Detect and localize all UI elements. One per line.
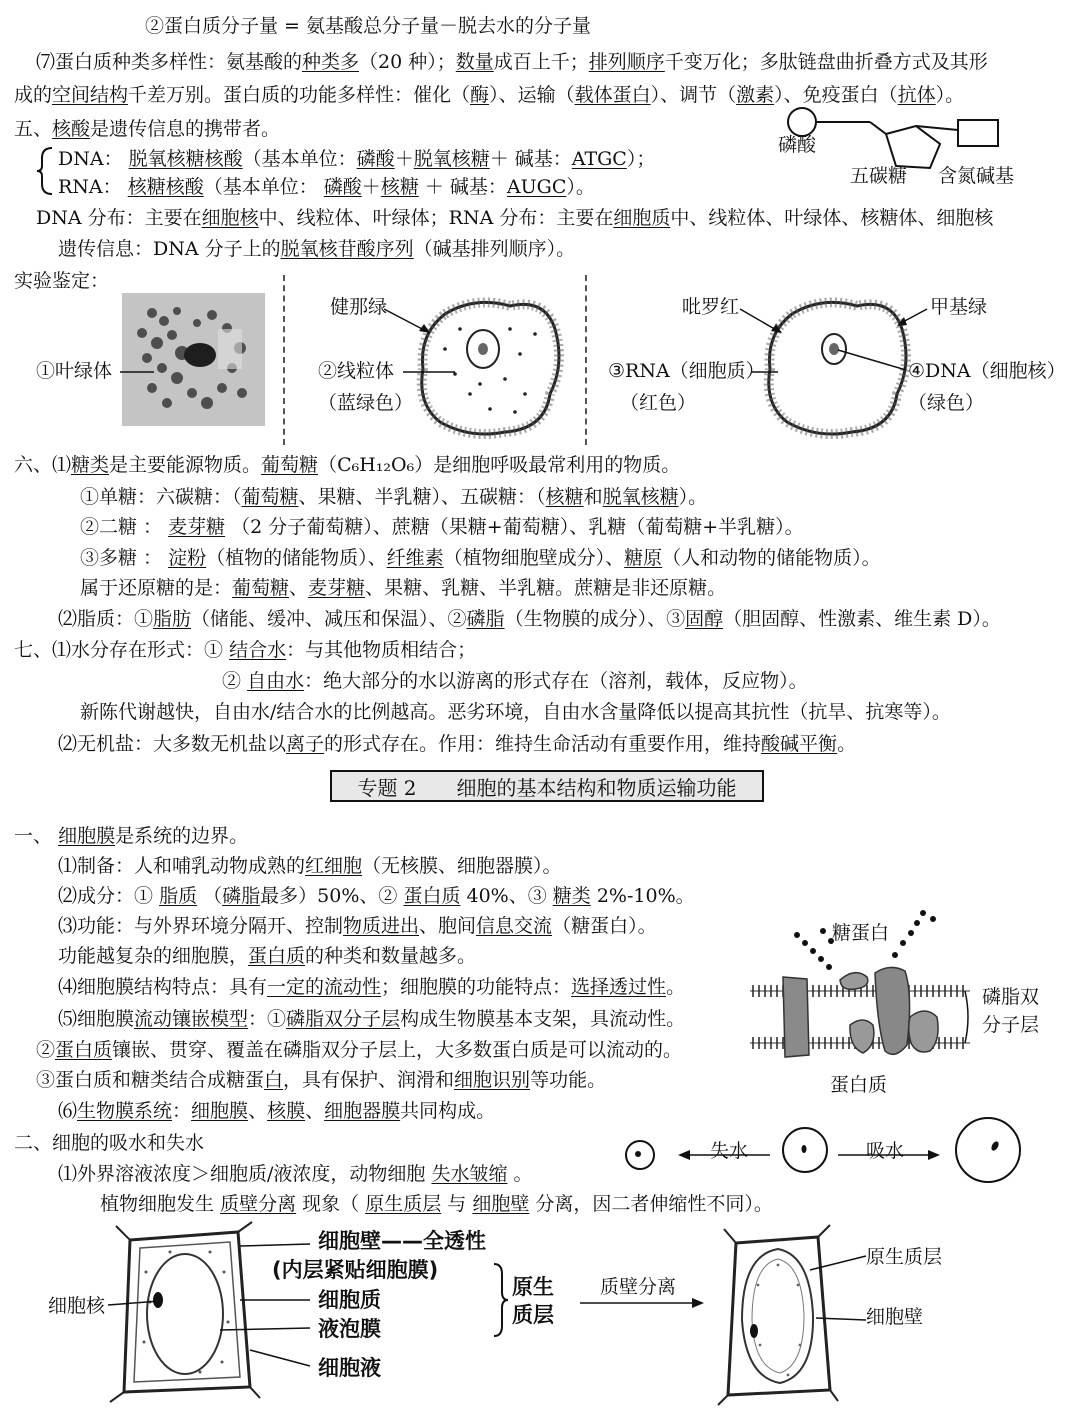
- membrane-function: ⑶功能：与外界环境分隔开、控制物质进出、胞间信息交流（糖蛋白）。: [58, 915, 657, 937]
- janus-green-label: 健那绿: [330, 296, 388, 318]
- plasmolyzed-pointers: [810, 1252, 870, 1332]
- right-protoplast-label: 原生质层: [866, 1246, 943, 1268]
- plant-nucleus-label: 细胞核: [48, 1295, 106, 1317]
- sugar-line-1: 六、⑴糖类是主要能源物质。葡萄糖（C₆H₁₂O₆）是细胞呼吸最常利用的物质。: [14, 454, 681, 476]
- chloroplast-photo: [122, 293, 265, 426]
- water-line-2: ② 自由水：绝大部分的水以游离的形式存在（溶剂，载体，反应物）。: [222, 670, 808, 692]
- animal-cell-water-diagram: [620, 1120, 1040, 1180]
- chloroplast-label: ①叶绿体: [36, 360, 113, 382]
- pyronin-arrow: [740, 309, 790, 339]
- protoplast-label-2: 质层: [512, 1303, 554, 1327]
- plant-cell-pointers: [200, 1230, 325, 1370]
- chloroplast-pointer: [120, 372, 160, 382]
- pentose-label: 五碳糖: [850, 165, 908, 187]
- osmosis-title: 二、细胞的吸水和失水: [14, 1132, 205, 1154]
- methyl-arrow: [895, 309, 935, 339]
- right-cell-wall-label: 细胞壁: [866, 1306, 924, 1328]
- plasmolysis-label: 质壁分离: [600, 1276, 677, 1298]
- plant-nucleus-pointer: [108, 1301, 168, 1311]
- salt-line: ⑵无机盐：大多数无机盐以离子的形式存在。作用：维持生命活动有重要作用，维持酸碱平衡。: [58, 733, 857, 755]
- divider-2: [585, 275, 587, 445]
- inner-membrane-label: (内层紧贴细胞膜): [272, 1258, 439, 1282]
- osmosis-line-2: 植物细胞发生 质壁分离 现象（ 原生质层 与 细胞壁 分离，因二者伸缩性不同）。: [100, 1193, 773, 1215]
- absorb-water-label: 吸水: [866, 1140, 905, 1162]
- plasmolysis-arrow: [580, 1296, 710, 1310]
- lose-water-label: 失水: [710, 1140, 749, 1162]
- sugar-line-2: ①单糖：六碳糖：（葡萄糖、果糖、半乳糖）、五碳糖：（核糖和脱氧核糖）。: [80, 486, 708, 508]
- water-line-1: 七、⑴水分存在形式：① 结合水：与其他物质相结合；: [14, 639, 477, 661]
- membrane-model: ⑸细胞膜流动镶嵌模型：①磷脂双分子层构成生物膜基本支架，具流动性。: [58, 1008, 686, 1030]
- mito-pointer: [403, 372, 463, 378]
- biomembrane-system: ⑹生物膜系统：细胞膜、核膜、细胞器膜共同构成。: [58, 1100, 496, 1122]
- protoplast-label-1: 原生: [512, 1275, 554, 1299]
- sugar-line-4: ③多糖 ： 淀粉（植物的储能物质）、纤维素（植物细胞壁成分）、糖原（人和动物的储能物质）。: [80, 547, 881, 569]
- rna-stain-label: ③RNA（细胞质）: [608, 360, 765, 382]
- brace-icon: [36, 146, 56, 196]
- bilayer-label-2: 分子层: [982, 1014, 1040, 1036]
- bilayer-label-1: 磷脂双: [982, 986, 1040, 1008]
- cell-sap-label: 细胞液: [318, 1356, 381, 1380]
- water-line-3: 新陈代谢越快，自由水/结合水的比例越高。恶劣环境，自由水含量降低以提高其抗性（抗旱、抗寒等）。: [80, 701, 951, 723]
- base-label: 含氮碱基: [938, 165, 1015, 187]
- genetic-info-line: 遗传信息：DNA 分子上的脱氧核苷酸序列（碱基排列顺序）。: [58, 238, 576, 260]
- vacuole-membrane-label: 液泡膜: [318, 1317, 381, 1341]
- distribution-line: DNA 分布：主要在细胞核中、线粒体、叶绿体；RNA 分布：主要在细胞质中、线粒体、叶绿体、核糖体、细胞核: [36, 207, 994, 229]
- topic-number: 专题 2: [357, 775, 417, 800]
- topic-header: [330, 770, 764, 802]
- cell-wall-label: 细胞壁——全透性: [318, 1229, 486, 1253]
- janus-arrow: [384, 309, 444, 339]
- membrane-protein: ②蛋白质镶嵌、贯穿、覆盖在磷脂双分子层上，大多数蛋白质是可以流动的。: [36, 1039, 683, 1061]
- chloroplast-photo-drawing: [122, 293, 265, 426]
- methyl-green-label: 甲基绿: [930, 296, 988, 318]
- phosphate-label: 磷酸: [778, 134, 817, 156]
- sugar-line-5: 属于还原糖的是：葡萄糖、麦芽糖、果糖、乳糖、半乳糖。蔗糖是非还原糖。: [80, 577, 727, 599]
- nucleic-title: 五、核酸是遗传信息的携带者。: [14, 118, 281, 140]
- cytoplasm-label: 细胞质: [318, 1288, 381, 1312]
- protoplast-brace-icon: [490, 1262, 510, 1338]
- pyronin-label: 吡罗红: [682, 296, 740, 318]
- rna-color: （红色）: [620, 392, 697, 414]
- mitochondria-color: （蓝绿色）: [318, 392, 414, 414]
- topic-title: 细胞的基本结构和物质运输功能: [456, 775, 737, 800]
- membrane-complexity: 功能越复杂的细胞膜，蛋白质的种类和数量越多。: [58, 945, 477, 967]
- lipid-line: ⑵脂质：①脂肪（储能、缓冲、减压和保温）、②磷脂（生物膜的成分）、③固醇（胆固醇、性激素、维生素 D）。: [58, 608, 1001, 630]
- protein-function-line: 成的空间结构千差万别。蛋白质的功能多样性：催化（酶）、运输（载体蛋白）、调节（激素）、免疫蛋白（抗体）。: [14, 84, 965, 106]
- osmosis-line-1: ⑴外界溶液浓度＞细胞质/液浓度，动物细胞 失水皱缩 。: [58, 1163, 533, 1185]
- membrane-features: ⑷细胞膜结构特点：具有一定的流动性；细胞膜的功能特点：选择透过性。: [58, 976, 686, 998]
- sugar-line-3: ②二糖 ： 麦芽糖 （2 分子葡萄糖）、蔗糖（果糖+葡萄糖）、乳糖（葡萄糖+半乳糖）。: [80, 516, 804, 538]
- membrane-composition: ⑵成分：① 脂质 （磷脂最多）50%、② 蛋白质 40%、③ 糖类 2%-10%。: [58, 885, 695, 907]
- experiment-title: 实验鉴定：: [14, 270, 110, 292]
- dna-line: DNA： 脱氧核糖核酸（基本单位：磷酸＋脱氧核糖＋ 碱基：ATGC）；: [58, 148, 656, 170]
- dna-stain-label: ④DNA（细胞核）: [908, 360, 1066, 382]
- membrane-protein-label: 蛋白质: [830, 1074, 888, 1096]
- glycoprotein-label: 糖蛋白: [832, 922, 890, 944]
- protein-mw-line: ②蛋白质分子量 = 氨基酸总分子量－脱去水的分子量: [145, 15, 592, 37]
- membrane-title: 一、 细胞膜是系统的边界。: [14, 825, 249, 847]
- rna-pointer: [752, 372, 782, 378]
- membrane-prep: ⑴制备：人和哺乳动物成熟的红细胞（无核膜、细胞器膜）。: [58, 855, 562, 877]
- membrane-glycoprotein: ③蛋白质和糖类结合成糖蛋白，具有保护、润滑和细胞识别等功能。: [36, 1069, 607, 1091]
- dna-pointer: [838, 350, 910, 372]
- dna-color: （绿色）: [908, 392, 985, 414]
- divider-1: [283, 275, 285, 445]
- rna-line: RNA： 核糖核酸（基本单位： 磷酸＋核糖 ＋ 碱基：AUGC）。: [58, 176, 595, 198]
- mitochondria-label: ②线粒体: [318, 360, 395, 382]
- protein-diversity-line: ⑺蛋白质种类多样性：氨基酸的种类多（20 种）；数量成百上千；排列顺序千变万化；多肽链盘曲折叠方式及其形: [36, 51, 988, 73]
